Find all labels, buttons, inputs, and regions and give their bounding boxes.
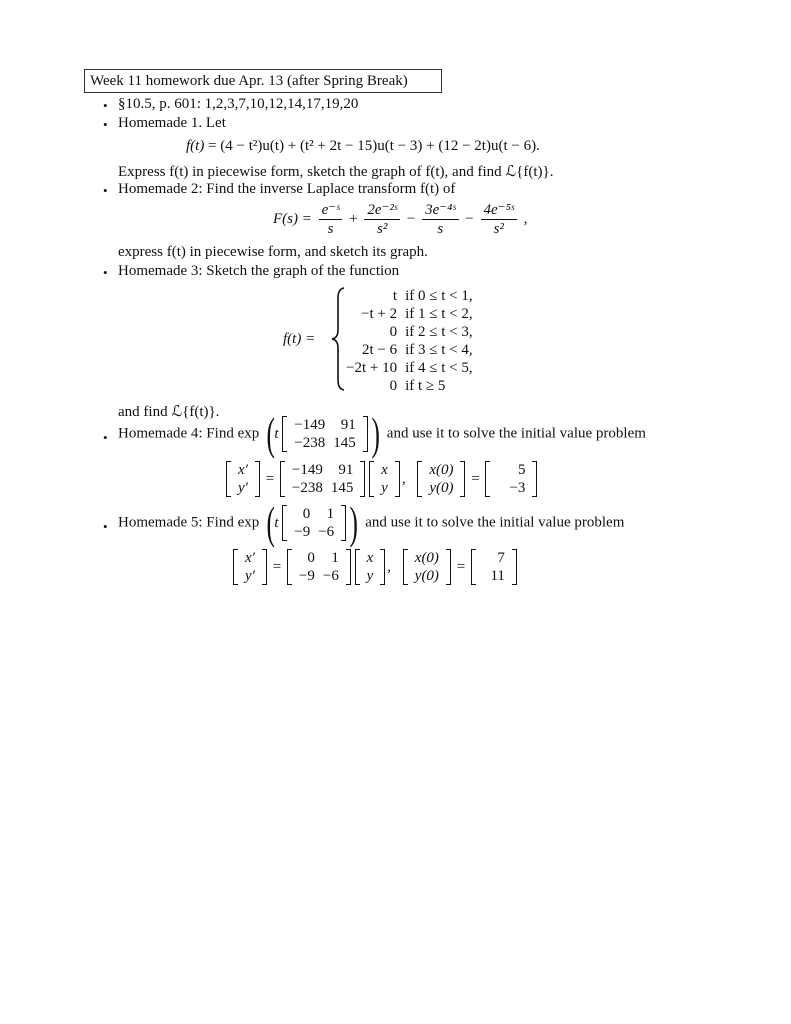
sys4-var-vec <box>369 461 400 497</box>
term-3-den: s <box>437 221 444 237</box>
term-2 <box>364 202 400 237</box>
sys4-x0: x(0) <box>429 462 454 478</box>
term-3-num: 3e⁻⁴ˢ <box>422 202 458 220</box>
sys5-y: y <box>366 568 374 584</box>
sys5-yp: y′ <box>245 568 255 584</box>
t-symbol: t <box>274 425 279 442</box>
homemade-5-after: and use it to solve the initial value problem <box>365 514 625 531</box>
homemade-5-lead-row <box>118 497 625 548</box>
right-paren-icon: ) <box>371 408 380 459</box>
homemade-2-lead: Homemade 2: Find the inverse Laplace transform f(t) of <box>118 181 456 197</box>
sys4-y: y <box>381 480 388 496</box>
sys4-eq: = <box>265 470 275 487</box>
homemade-5-lead: Homemade 5: Find exp <box>118 514 260 531</box>
sys4-x: x <box>381 462 388 478</box>
case-condition: if 1 ≤ t < 2, <box>405 306 473 322</box>
m5-22: −6 <box>318 524 335 540</box>
term-4-den: s² <box>493 221 504 237</box>
left-paren-icon: ( <box>266 408 275 459</box>
bullet-4: • <box>103 265 108 280</box>
bullet-5: • <box>103 430 108 445</box>
piecewise-case-row <box>342 359 477 377</box>
piecewise-case-row <box>342 377 477 395</box>
homemade-1-formula-rhs: = (4 − t²)u(t) + (t² + 2t − 15)u(t − 3) + (12 − 2t)u(t − 6). <box>208 138 540 154</box>
term-2-den: s² <box>377 221 388 237</box>
m5-21: −9 <box>294 524 311 540</box>
term-1 <box>319 202 343 237</box>
case-expression: −t + 2 <box>361 306 398 322</box>
sys5-xp: x′ <box>245 550 255 566</box>
sys5-y0: y(0) <box>414 568 439 584</box>
homemade-2-instructions: express f(t) in piecewise form, and sketch its graph. <box>118 244 428 260</box>
sys4-c22: 145 <box>330 480 354 496</box>
homemade-1-formula <box>186 138 540 155</box>
sys5-var-vec <box>355 549 386 585</box>
m5-12: 1 <box>326 506 335 522</box>
case-condition: if 3 ≤ t < 4, <box>405 342 473 358</box>
sys5-x: x <box>366 550 374 566</box>
m4-21: −238 <box>294 435 326 451</box>
case-expression: 0 <box>389 324 398 340</box>
piecewise-case-row <box>342 305 477 323</box>
exp-matrix-5 <box>282 505 346 541</box>
case-expression: 0 <box>389 378 398 394</box>
piecewise-cases <box>342 287 477 395</box>
sys5-c22: −6 <box>322 568 339 584</box>
homemade-1-formula-lhs: f(t) <box>186 138 205 154</box>
m5-11: 0 <box>302 506 311 522</box>
page-title: Week 11 homework due Apr. 13 (after Spring Break) <box>84 69 442 93</box>
term-1-num: e⁻ˢ <box>319 202 343 220</box>
bullet-2: • <box>103 117 108 132</box>
exp-matrix-4 <box>282 416 367 452</box>
bullet-1: • <box>103 98 108 113</box>
item-textbook-problems: §10.5, p. 601: 1,2,3,7,10,12,14,17,19,20 <box>118 96 359 112</box>
sys4-c21: −238 <box>291 480 323 496</box>
m4-12: 91 <box>340 417 356 433</box>
sys5-c12: 1 <box>331 550 339 566</box>
term-3 <box>422 202 458 237</box>
sys4-eq2: = <box>471 470 480 487</box>
bullet-3: • <box>103 183 108 198</box>
sys5-x0: x(0) <box>414 550 439 566</box>
sys4-c11: −149 <box>291 462 323 478</box>
sys4-init-vec <box>417 461 465 497</box>
system-4 <box>226 461 537 497</box>
case-expression: t <box>392 288 398 304</box>
term-2-num: 2e⁻²ˢ <box>364 202 400 220</box>
right-paren-icon: ) <box>349 497 359 548</box>
sys4-init-val <box>485 461 537 497</box>
m4-22: 145 <box>333 435 356 451</box>
sys4-coef <box>280 461 365 497</box>
sys4-yp: y′ <box>238 480 248 496</box>
homemade-1-lead: Homemade 1. Let <box>118 115 226 131</box>
op-minus-1: − <box>406 211 416 227</box>
term-4 <box>481 202 517 237</box>
term-4-num: 4e⁻⁵ˢ <box>481 202 517 220</box>
sys5-coef <box>287 549 351 585</box>
case-expression: −2t + 10 <box>346 360 398 376</box>
case-condition: if 2 ≤ t < 3, <box>405 324 473 340</box>
case-condition: if 0 ≤ t < 1, <box>405 288 473 304</box>
system-5 <box>233 549 517 585</box>
sys5-comma: , <box>387 558 392 575</box>
op-plus: + <box>349 211 358 227</box>
case-condition: if t ≥ 5 <box>405 378 446 394</box>
sys5-eq2: = <box>456 558 466 575</box>
sys5-lhs-vec <box>233 549 267 585</box>
sys5-c11: 0 <box>307 550 315 566</box>
sys5-eq: = <box>272 558 282 575</box>
sys5-v1: 7 <box>497 550 505 566</box>
sys4-xp: x′ <box>238 462 248 478</box>
homemade-4-after: and use it to solve the initial value problem <box>386 425 646 442</box>
sys4-lhs-vec <box>226 461 260 497</box>
homemade-2-formula <box>273 202 527 237</box>
term-1-den: s <box>327 221 334 237</box>
formula-end-comma: , <box>523 211 528 227</box>
sys4-v2: −3 <box>509 480 526 496</box>
t-symbol: t <box>274 514 279 531</box>
sys5-init-vec <box>403 549 451 585</box>
bullet-6: • <box>103 519 108 534</box>
piecewise-case-row <box>342 341 477 359</box>
m4-11: −149 <box>294 417 326 433</box>
sys4-y0: y(0) <box>429 480 454 496</box>
homemade-3-instructions: and find ℒ{f(t)}. <box>118 404 220 420</box>
sys4-comma: , <box>401 470 406 487</box>
homemade-3-lead: Homemade 3: Sketch the graph of the function <box>118 263 400 279</box>
homemade-1-instructions: Express f(t) in piecewise form, sketch the graph of f(t), and find ℒ{f(t)}. <box>118 164 554 180</box>
case-expression: 2t − 6 <box>361 342 398 358</box>
left-paren-icon: ( <box>266 497 275 548</box>
sys4-c12: 91 <box>338 462 354 478</box>
case-condition: if 4 ≤ t < 5, <box>405 360 473 376</box>
homemade-4-lead: Homemade 4: Find exp <box>118 425 260 442</box>
F-s-lhs: F(s) = <box>273 211 312 227</box>
piecewise-case-row <box>342 323 477 341</box>
sys5-v2: 11 <box>490 568 505 584</box>
sys4-v1: 5 <box>517 462 526 478</box>
op-minus-2: − <box>465 211 474 227</box>
sys5-c21: −9 <box>298 568 315 584</box>
piecewise-case-row <box>342 287 477 305</box>
piecewise-lhs: f(t) = <box>283 331 316 347</box>
sys5-init-val <box>471 549 517 585</box>
